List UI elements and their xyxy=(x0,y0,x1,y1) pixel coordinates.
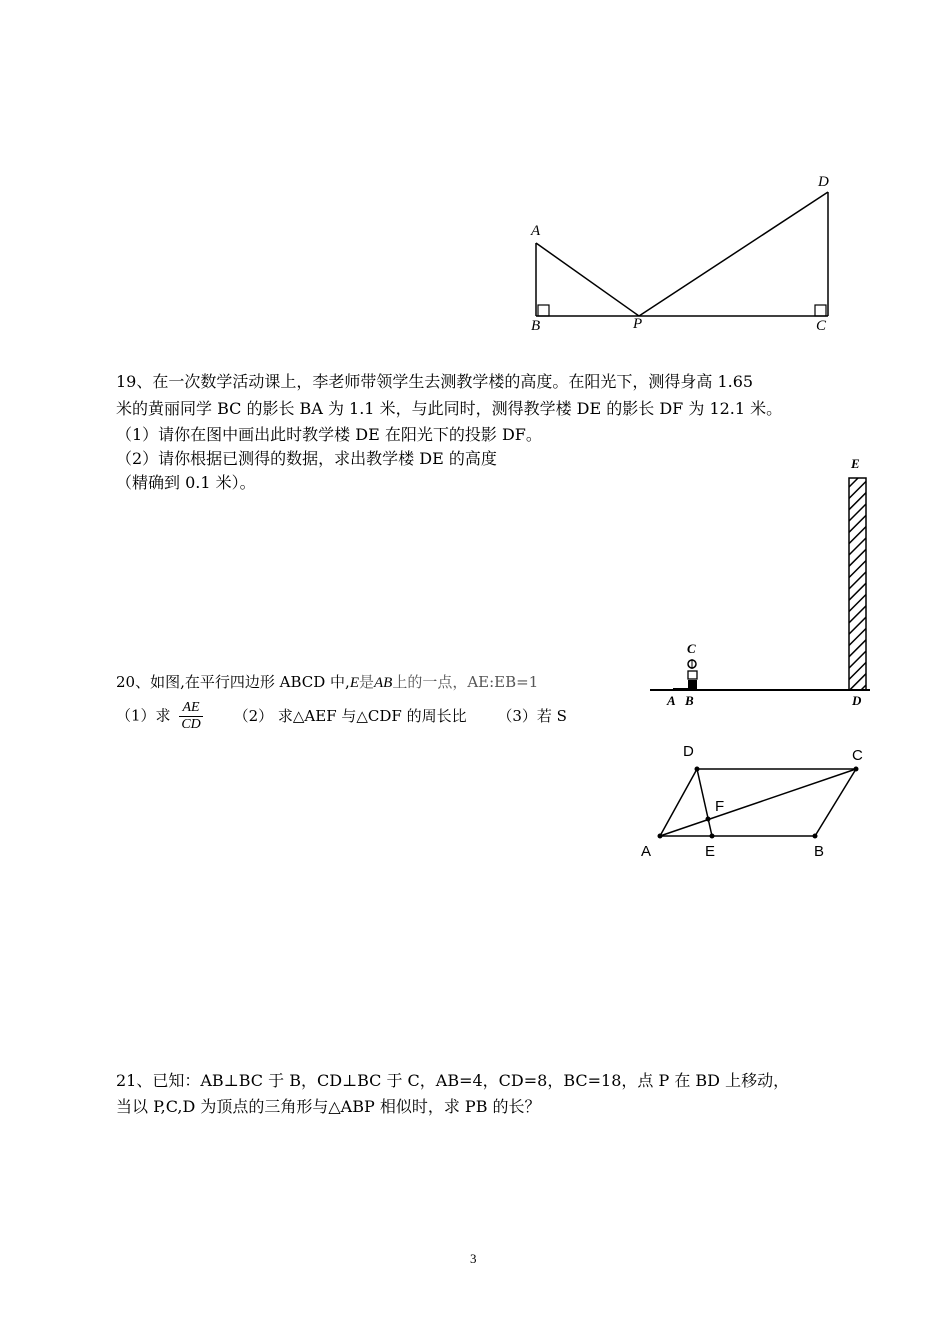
label-F-para: F xyxy=(715,798,725,815)
q20-mid: 是 xyxy=(358,673,374,691)
q20-part3: （3）若 S xyxy=(497,706,567,725)
q20-prefix: 20、如图,在平行四边形 ABCD 中, xyxy=(116,673,350,691)
label-E-building: E xyxy=(851,456,860,471)
label-C: C xyxy=(816,318,827,334)
q19-line-2: 米的黄丽同学 BC 的影长 BA 为 1.1 米，与此同时，测得教学楼 DE 的影长 DF 为 12.1 米。 xyxy=(116,399,783,418)
label-C-para: C xyxy=(852,747,863,764)
label-D-para: D xyxy=(683,743,694,760)
q19-line-5: （精确到 0.1 米）。 xyxy=(116,473,256,492)
q21-line-2: 当以 P,C,D 为顶点的三角形与△ABP 相似时，求 PB 的长？ xyxy=(116,1097,541,1116)
label-E-para: E xyxy=(705,843,716,860)
q20-part1-label: （1）求 xyxy=(116,706,171,725)
q20-tail: 上的一点，AE:EB=1 xyxy=(392,673,539,691)
label-B-para: B xyxy=(814,843,825,860)
q21-line-1: 21、已知：AB⊥BC 于 B，CD⊥BC 于 C，AB=4，CD=8，BC=18，点 P 在 BD 上移动， xyxy=(116,1071,790,1090)
q20-segment-ab: AB xyxy=(374,675,393,691)
q20-frac-num: AE xyxy=(179,700,202,717)
page-number: 3 xyxy=(470,1251,477,1266)
label-A: A xyxy=(531,223,541,239)
label-D: D xyxy=(818,174,829,190)
label-A-para: A xyxy=(641,843,652,860)
label-D-base: D xyxy=(852,693,862,708)
q20-frac-den: CD xyxy=(181,717,201,730)
q19-line-1: 19、在一次数学活动课上，李老师带领学生去测教学楼的高度。在阳光下，测得身高 1.65 xyxy=(116,372,754,391)
q19-line-4: （2）请你根据已测得的数据，求出教学楼 DE 的高度 xyxy=(116,449,497,468)
q20-part2: （2） 求△AEF 与△CDF 的周长比 xyxy=(233,706,467,725)
label-B: B xyxy=(531,318,541,334)
label-B-foot: B xyxy=(685,693,694,708)
label-C-person: C xyxy=(687,641,696,656)
label-A-shadow: A xyxy=(667,693,676,708)
label-P: P xyxy=(633,316,643,332)
q19-line-3: （1）请你在图中画出此时教学楼 DE 在阳光下的投影 DF。 xyxy=(116,425,542,444)
q20-point-e: E xyxy=(349,675,359,691)
